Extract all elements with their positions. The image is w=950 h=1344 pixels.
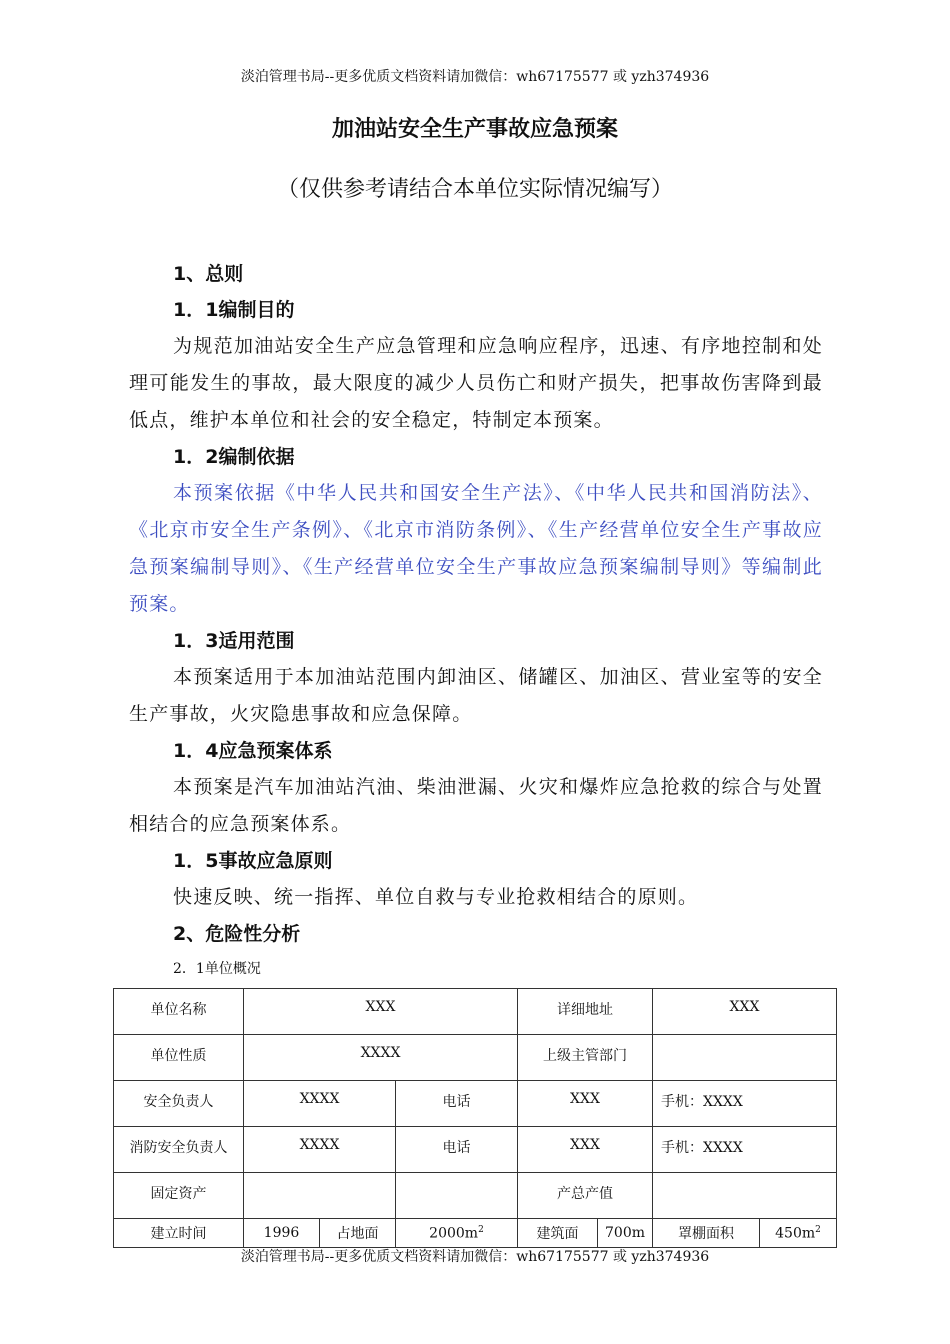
document-body xyxy=(129,256,823,984)
canopy-value: 450m xyxy=(775,1225,816,1242)
table-row xyxy=(114,989,837,1035)
footer-note: 淡泊管理书局--更多优质文档资料请加微信：wh67175577 或 yzh374936 xyxy=(240,1249,710,1265)
paragraph-1-3: 本预案适用于本加油站范围内卸油区、储罐区、加油区、营业室等的安全生产事故，火灾隐患事故和应急保障。 xyxy=(129,666,823,725)
header-note: 淡泊管理书局--更多优质文档资料请加微信：wh67175577 或 yzh374936 xyxy=(240,69,710,85)
table-row xyxy=(114,1219,837,1248)
cell-label: 固定资产 xyxy=(114,1173,244,1219)
paragraph-1-2: 本预案依据《中华人民共和国安全生产法》、《中华人民共和国消防法》、《北京市安全生产条例》、《北京市消防条例》、《生产经营单位安全生产事故应急预案编制导则》、《生产经营单位安全生产事故应急预案编制导则》等编制此预案。 xyxy=(129,482,823,615)
cell-value xyxy=(653,1173,837,1219)
table-row xyxy=(114,1035,837,1081)
cell-label: 消防安全负责人 xyxy=(114,1127,244,1173)
cell-label: 单位性质 xyxy=(114,1035,244,1081)
cell-value xyxy=(396,1219,518,1248)
cell-label: 安全负责人 xyxy=(114,1081,244,1127)
paragraph-1-1: 为规范加油站安全生产应急管理和应急响应程序，迅速、有序地控制和处理可能发生的事故，最大限度的减少人员伤亡和财产损失，把事故伤害降到最低点，维护本单位和社会的安全稳定，特制定本预案。 xyxy=(129,335,823,431)
area-unit-sup: 2 xyxy=(478,1224,484,1235)
cell-label: 建立时间 xyxy=(114,1219,244,1248)
section-heading-1-5: 1．5事故应急原则 xyxy=(173,850,333,872)
cell-label: 建筑面 xyxy=(518,1219,598,1248)
area-value: 2000m xyxy=(429,1225,479,1242)
cell-label: 罩棚面积 xyxy=(653,1219,760,1248)
section-heading-1-3: 1．3适用范围 xyxy=(173,630,295,652)
cell-value: XXXX xyxy=(244,1081,396,1127)
cell-value: XXXX xyxy=(244,1127,396,1173)
cell-label: 产总产值 xyxy=(518,1173,653,1219)
section-heading-1-1: 1．1编制目的 xyxy=(173,299,295,321)
section-heading-2-1: 2．1单位概况 xyxy=(173,961,261,977)
unit-info-table xyxy=(113,988,837,1248)
cell-value: XXX xyxy=(518,1127,653,1173)
cell-value xyxy=(760,1219,837,1248)
section-heading-1: 1、总则 xyxy=(173,263,244,285)
table-row xyxy=(114,1081,837,1127)
document-subtitle: （仅供参考请结合本单位实际情况编写） xyxy=(276,177,673,202)
cell-label: 上级主管部门 xyxy=(518,1035,653,1081)
cell-label: 占地面 xyxy=(320,1219,396,1248)
document-title: 加油站安全生产事故应急预案 xyxy=(331,117,618,142)
cell-value: XXX xyxy=(518,1081,653,1127)
cell-value: 手机：XXXX xyxy=(653,1127,837,1173)
cell-value: XXX xyxy=(244,989,518,1035)
cell-label: 电话 xyxy=(396,1127,518,1173)
cell-label: 电话 xyxy=(396,1081,518,1127)
paragraph-1-4: 本预案是汽车加油站汽油、柴油泄漏、火灾和爆炸应急抢救的综合与处置相结合的应急预案体系。 xyxy=(129,776,823,835)
paragraph-1-5: 快速反映、统一指挥、单位自救与专业抢救相结合的原则。 xyxy=(173,886,699,908)
canopy-unit-sup: 2 xyxy=(815,1224,821,1235)
section-heading-1-4: 1．4应急预案体系 xyxy=(173,740,333,762)
cell-value: 700m xyxy=(598,1219,653,1248)
cell-label: 单位名称 xyxy=(114,989,244,1035)
cell-value: 1996 xyxy=(244,1219,320,1248)
section-heading-1-2: 1．2编制依据 xyxy=(173,446,295,468)
cell-empty xyxy=(396,1173,518,1219)
table-row xyxy=(114,1173,837,1219)
cell-label: 详细地址 xyxy=(518,989,653,1035)
cell-value: XXXX xyxy=(244,1035,518,1081)
cell-value xyxy=(653,1035,837,1081)
cell-value xyxy=(244,1173,396,1219)
cell-value: XXX xyxy=(653,989,837,1035)
cell-value: 手机：XXXX xyxy=(653,1081,837,1127)
table-row xyxy=(114,1127,837,1173)
section-heading-2: 2、危险性分析 xyxy=(173,923,301,945)
